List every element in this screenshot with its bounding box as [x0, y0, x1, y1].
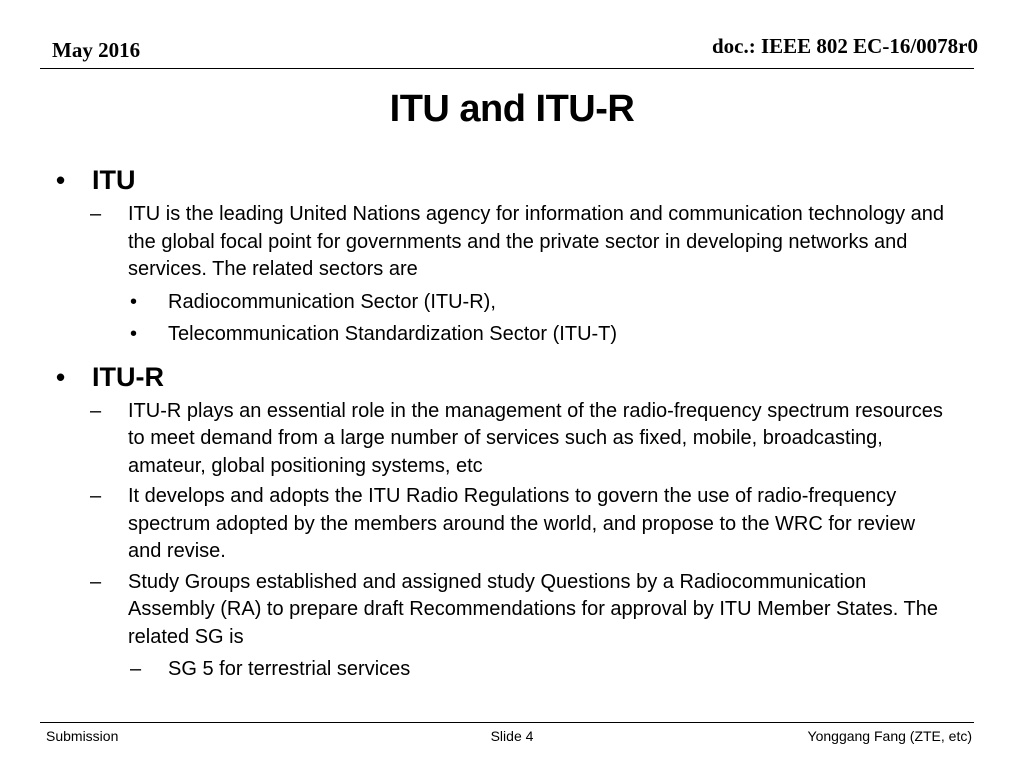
- sub-bullet-marker: •: [130, 290, 138, 313]
- header-doc-id: doc.: IEEE 802 EC-16/0078r0: [711, 34, 978, 58]
- dash-marker: –: [90, 399, 102, 422]
- bullet-marker: •: [56, 361, 66, 392]
- dash-item: [52, 201, 952, 284]
- dash-text: It develops and adopts the ITU Radio Regulations to govern the use of radio-frequency spectrum adopted by the members around the world, and propose to the WRC for review and revise.: [128, 485, 916, 562]
- sub-bullet-text: Telecommunication Standardization Sector (ITU-T): [168, 323, 618, 345]
- dash-item: [52, 569, 952, 652]
- spacer: [52, 349, 952, 355]
- header-date: May 2016: [52, 38, 141, 62]
- bullet-item: [52, 359, 952, 395]
- dash-item: [52, 398, 952, 481]
- bullet-text: ITU-R: [92, 361, 164, 392]
- slide-title: ITU and ITU-R: [389, 88, 635, 130]
- dash-text: Study Groups established and assigned study Questions by a Radiocommunication Assembly (RA) to prepare draft Recommendations for approval by ITU Member States. The related SG is: [128, 570, 938, 648]
- sub-bullet-item: [52, 289, 952, 317]
- dash-item: [52, 483, 952, 566]
- sub-dash-item: [52, 656, 952, 684]
- sub-dash-marker: –: [130, 658, 142, 680]
- footer-divider: [40, 722, 974, 723]
- dash-marker: –: [90, 570, 102, 593]
- header-divider: [40, 68, 974, 69]
- bullet-marker: •: [56, 165, 66, 195]
- dash-text: ITU is the leading United Nations agency for information and communication technology and the global focal point for governments and the private sector in developing networks and services. The related sectors are: [128, 203, 945, 280]
- slide-body: [52, 158, 952, 684]
- dash-marker: –: [90, 485, 102, 507]
- sub-dash-text: SG 5 for terrestrial services: [168, 658, 411, 680]
- dash-text: ITU-R plays an essential role in the management of the radio-frequency spectrum resources to meet demand from a large number of services such as fixed, mobile, broadcasting, amateur, global positioning systems, etc: [128, 399, 943, 477]
- sub-bullet-marker: •: [130, 323, 138, 345]
- bullet-item: [52, 162, 952, 198]
- bullet-text: ITU: [92, 165, 136, 195]
- sub-bullet-text: Radiocommunication Sector (ITU-R),: [168, 290, 496, 313]
- footer-submission: Submission: [46, 728, 119, 744]
- footer-author: Yonggang Fang (ZTE, etc): [807, 728, 972, 744]
- dash-marker: –: [90, 203, 102, 225]
- sub-bullet-item: [52, 321, 952, 349]
- footer-slide-number: Slide 4: [490, 728, 534, 744]
